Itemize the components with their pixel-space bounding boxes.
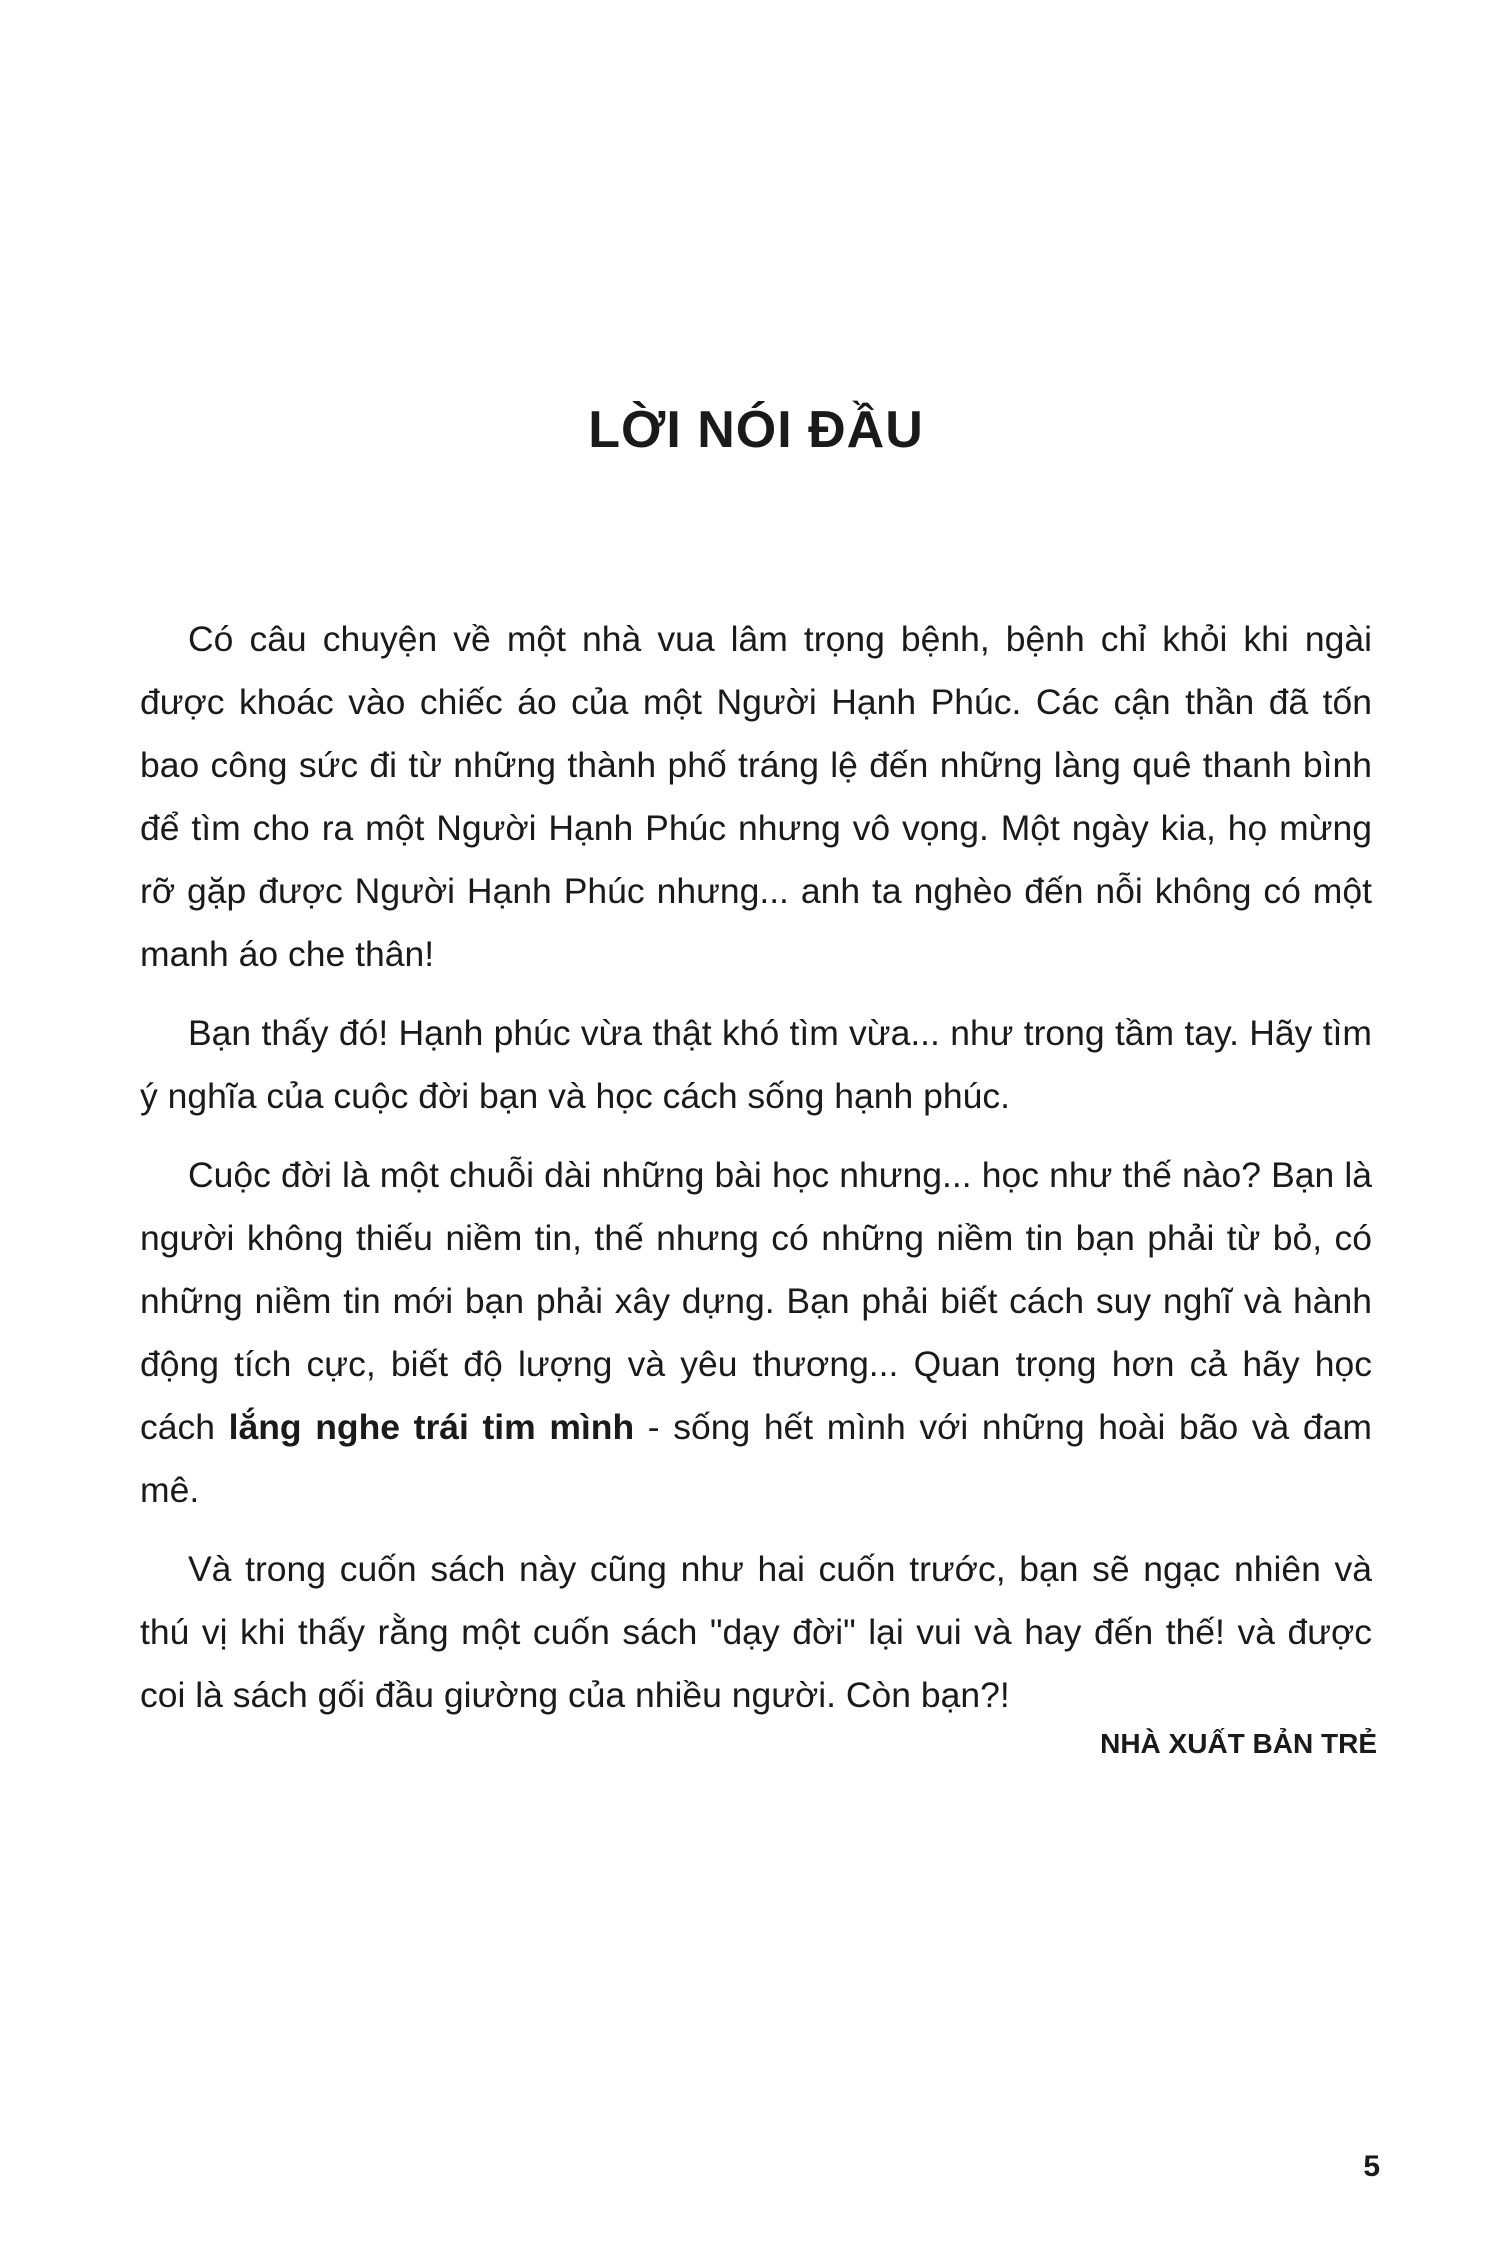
paragraph-2: Bạn thấy đó! Hạnh phúc vừa thật khó tìm vừa... như trong tầm tay. Hãy tìm ý nghĩa của cuộc đời bạn và học cách sống hạnh phúc. bbox=[140, 1013, 1372, 1116]
preface-body bbox=[140, 608, 1372, 1743]
paragraph-3-text-after: - sống hết mình với những hoài bão và đam mê. bbox=[140, 1407, 1372, 1510]
page-title: LỜI NÓI ĐẦU bbox=[588, 401, 924, 459]
paragraph-3-emphasis: lắng nghe trái tim mình bbox=[228, 1407, 635, 1447]
paragraph-3-text-before: Cuộc đời là một chuỗi dài những bài học nhưng... học như thế nào? Bạn là người không thiếu niềm tin, thế nhưng có những niềm tin bạn phải từ bỏ, có những niềm tin mới bạn phải xây dựng. Bạn phải biết cách suy nghĩ và hành động tích cực, biết độ lượng và yêu thương... Quan trọng hơn cả hãy học cách bbox=[140, 1155, 1372, 1447]
paragraph-3 bbox=[140, 1144, 1372, 1522]
paragraph-4: Và trong cuốn sách này cũng như hai cuốn trước, bạn sẽ ngạc nhiên và thú vị khi thấy rằng một cuốn sách "dạy đời" lại vui và hay đến thế! và được coi là sách gối đầu giường của nhiều người. Còn bạn?! bbox=[140, 1549, 1372, 1715]
paragraph-1: Có câu chuyện về một nhà vua lâm trọng bệnh, bệnh chỉ khỏi khi ngài được khoác vào chiếc áo của một Người Hạnh Phúc. Các cận thần đã tốn bao công sức đi từ những thành phố tráng lệ đến những làng quê thanh bình để tìm cho ra một Người Hạnh Phúc nhưng vô vọng. Một ngày kia, họ mừng rỡ gặp được Người Hạnh Phúc nhưng... anh ta nghèo đến nỗi không có một manh áo che thân! bbox=[140, 619, 1372, 974]
page-number: 5 bbox=[1363, 2150, 1380, 2183]
publisher-signature: NHÀ XUẤT BẢN TRẺ bbox=[1100, 1728, 1377, 1759]
